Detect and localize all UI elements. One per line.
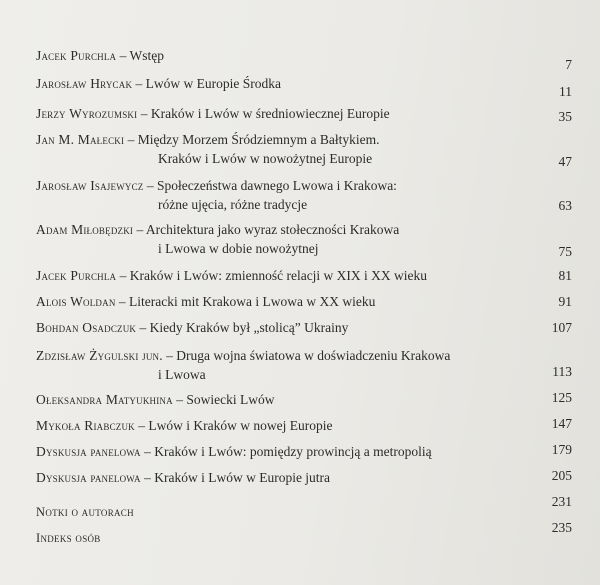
toc-entry [36, 292, 540, 311]
toc-page-number: 75 [558, 244, 572, 259]
toc-author: Dyskusja panelowa [36, 470, 141, 485]
toc-page-number: 179 [551, 442, 572, 457]
toc-author: Ołeksandra Matyukhina [36, 392, 173, 407]
separator: – [119, 268, 127, 283]
toc-title: Kraków i Lwów: pomiędzy prowincją a metropolią [154, 444, 432, 459]
toc-title: Literacki mit Krakowa i Lwowa w XX wieku [129, 294, 376, 309]
toc-page-number: 91 [558, 294, 572, 309]
toc-page-number: 231 [551, 494, 572, 509]
toc-title: Społeczeństwa dawnego Lwowa i Krakowa: [157, 178, 397, 193]
toc-author: Zdzisław Żygulski jun. [36, 348, 163, 363]
toc-section-title: Notki o autorach [36, 505, 134, 519]
toc-title: Kraków i Lwów w średniowiecznej Europie [150, 106, 390, 121]
toc-author: Mykoła Riabczuk [36, 418, 135, 433]
toc-title: Architektura jako wyraz stołeczności Krakowa [145, 222, 400, 237]
toc-entry [36, 220, 540, 258]
toc-page-number: 235 [551, 520, 572, 535]
toc-page-number: 7 [565, 57, 572, 72]
toc-title: Kiedy Kraków był „stolicą” Ukrainy [149, 320, 349, 335]
separator: – [136, 222, 144, 237]
toc-author: Jarosław Hrycak [36, 76, 133, 91]
separator: – [144, 444, 151, 459]
toc-page-number: 125 [551, 390, 572, 405]
toc-entry [36, 318, 540, 337]
toc-author: Alois Woldan [36, 294, 116, 309]
separator: – [138, 418, 146, 433]
toc-title: Lwów w Europie Środka [145, 76, 282, 91]
separator: – [140, 106, 148, 121]
separator: – [118, 294, 126, 309]
separator: – [144, 470, 151, 485]
toc-entry [36, 130, 540, 168]
toc-title-continued: różne ujęcia, różne tradycje [158, 197, 308, 212]
toc-page-number: 81 [558, 268, 572, 283]
toc-author: Dyskusja panelowa [36, 444, 141, 459]
toc-title: Kraków i Lwów: zmienność relacji w XIX i XX wieku [129, 268, 428, 283]
toc-author: Jarosław Isajewycz [36, 178, 144, 193]
separator: – [166, 348, 173, 363]
toc-author: Jacek Purchla [36, 268, 117, 283]
toc-entry [36, 468, 540, 487]
separator: – [135, 76, 143, 91]
toc-page-number: 47 [558, 154, 572, 169]
toc-title-continued: Kraków i Lwów w nowożytnej Europie [158, 151, 373, 166]
toc-entry [36, 176, 540, 214]
toc-title: Sowiecki Lwów [186, 392, 275, 407]
toc-page-number: 11 [559, 84, 572, 99]
toc-author: Jan M. Małecki [36, 132, 125, 147]
toc-page-number: 205 [551, 468, 572, 483]
toc-title: Wstęp [129, 48, 165, 63]
toc-page-number: 63 [558, 198, 572, 213]
toc-entry [36, 502, 540, 522]
toc-entry [36, 346, 540, 384]
toc-entry [36, 416, 540, 435]
toc-page-number: 113 [552, 364, 572, 379]
separator: – [119, 48, 127, 63]
toc-title: Między Morzem Śródziemnym a Bałtykiem. [137, 132, 380, 147]
toc-author: Jacek Purchla [36, 48, 117, 63]
toc-entry [36, 528, 540, 548]
toc-entry [36, 74, 540, 93]
toc-page-number: 147 [551, 416, 572, 431]
toc-entry [36, 46, 540, 65]
toc-author: Bohdan Osadczuk [36, 320, 137, 335]
toc-title: Druga wojna światowa w doświadczeniu Krakowa [176, 348, 451, 363]
toc-title: Kraków i Lwów w Europie jutra [154, 470, 331, 485]
toc-page-number: 107 [551, 320, 572, 335]
separator: – [146, 178, 154, 193]
toc-title-continued: i Lwowa [158, 367, 206, 382]
toc-page-number: 35 [558, 109, 572, 124]
toc-entry [36, 442, 540, 461]
toc-title-continued: i Lwowa w dobie nowożytnej [158, 241, 319, 256]
separator: – [139, 320, 147, 335]
toc-entry [36, 266, 540, 285]
toc-author: Adam Miłobędzki [36, 222, 134, 237]
toc-entry [36, 390, 540, 409]
toc-entry [36, 104, 540, 123]
toc-section-title: Indeks osób [36, 531, 101, 545]
separator: – [127, 132, 135, 147]
toc-title: Lwów i Kraków w nowej Europie [148, 418, 333, 433]
toc-author: Jerzy Wyrozumski [36, 106, 138, 121]
separator: – [176, 392, 183, 407]
